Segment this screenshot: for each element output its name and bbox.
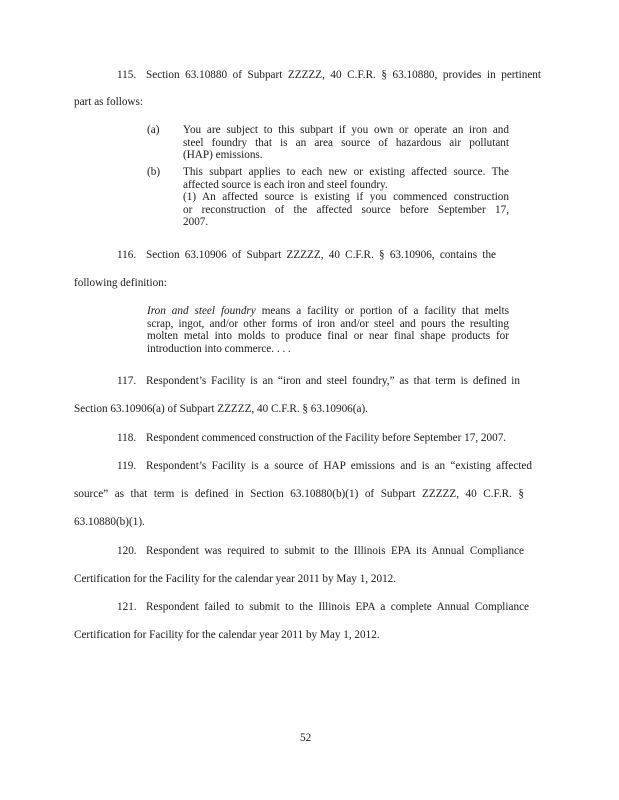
definition-line-1-text: means a facility or portion of a facility that melts <box>255 305 510 317</box>
subsection-a-line: steel foundry that is an area source of hazardous air pollutant <box>183 136 509 149</box>
defined-term: Iron and steel foundry <box>147 305 256 317</box>
subsection-b-line: (1) An affected source is existing if you commenced construction <box>183 191 509 204</box>
definition-line: introduction into commerce. . . . <box>147 342 291 355</box>
paragraph-119-line-1: Respondent’s Facility is a source of HAP emissions and is an “existing affected <box>146 460 532 472</box>
definition-line-1 <box>147 305 509 318</box>
paragraph-number-117: 117. <box>117 375 137 387</box>
paragraph-117-line-1: Respondent’s Facility is an “iron and steel foundry,” as that term is defined in <box>146 375 520 387</box>
paragraph-116-line-2: following definition: <box>74 277 167 289</box>
paragraph-number-119: 119. <box>117 460 137 472</box>
paragraph-118-line-1: Respondent commenced construction of the Facility before September 17, 2007. <box>146 432 507 444</box>
paragraph-number-121: 121. <box>117 601 137 613</box>
paragraph-number-120: 120. <box>117 545 137 557</box>
paragraph-121-line-1: Respondent failed to submit to the Illinois EPA a complete Annual Compliance <box>146 601 529 613</box>
paragraph-119-line-2: source” as that term is defined in Section 63.10880(b)(1) of Subpart ZZZZZ, 40 C.F.R. § <box>74 488 524 500</box>
paragraph-number-116: 116. <box>117 249 137 261</box>
paragraph-120-line-1: Respondent was required to submit to the Illinois EPA its Annual Compliance <box>146 545 524 557</box>
subsection-a-line: You are subject to this subpart if you own or operate an iron and <box>183 124 509 136</box>
paragraph-117-line-2: Section 63.10906(a) of Subpart ZZZZZ, 40 C.F.R. § 63.10906(a). <box>74 403 368 415</box>
subsection-b-line: This subpart applies to each new or existing affected source. The <box>183 166 509 178</box>
paragraph-115-line-1: Section 63.10880 of Subpart ZZZZZ, 40 C.F.R. § 63.10880, provides in pertinent <box>146 69 541 81</box>
paragraph-120-line-2: Certification for the Facility for the calendar year 2011 by May 1, 2012. <box>74 573 397 585</box>
paragraph-121-line-2: Certification for Facility for the calendar year 2011 by May 1, 2012. <box>74 629 380 641</box>
paragraph-115-line-2: part as follows: <box>74 96 143 108</box>
subsection-b-line: affected source is each iron and steel foundry. <box>183 178 388 191</box>
definition-block <box>147 305 509 355</box>
subsection-a-text <box>183 124 509 162</box>
paragraph-number-118: 118. <box>117 432 137 444</box>
subsection-a-line: (HAP) emissions. <box>183 149 263 162</box>
paragraph-116-line-1: Section 63.10906 of Subpart ZZZZZ, 40 C.F.R. § 63.10906, contains the <box>146 249 496 261</box>
subsection-b-text <box>183 166 509 229</box>
page-number: 52 <box>300 732 312 744</box>
subsection-b-line: 2007. <box>183 216 209 229</box>
paragraph-119-line-3: 63.10880(b)(1). <box>74 516 145 528</box>
definition-line: scrap, ingot, and/or other forms of iron and/or steel and pours the resulting <box>147 317 509 330</box>
subsection-a-label: (a) <box>147 124 160 136</box>
subsection-b-label: (b) <box>147 166 161 178</box>
paragraph-number-115: 115. <box>117 69 137 81</box>
definition-line: molten metal into molds to produce final or near final shape products for <box>147 330 509 343</box>
subsection-b-line: or reconstruction of the affected source before September 17, <box>183 203 509 216</box>
